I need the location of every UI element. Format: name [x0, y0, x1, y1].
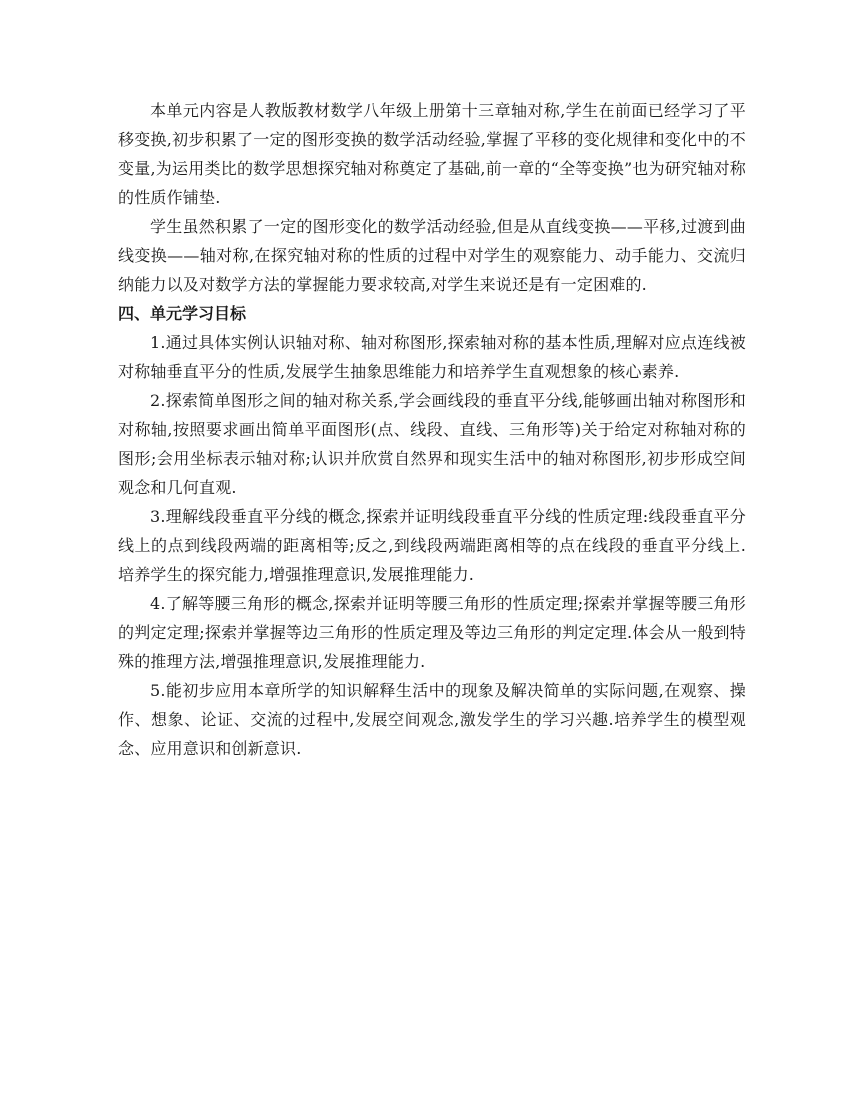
intro-paragraph: 学生虽然积累了一定的图形变化的数学活动经验,但是从直线变换——平移,过渡到曲线变换——轴对称,在探究轴对称的性质的过程中对学生的观察能力、动手能力、交流归纳能力以及对数学方法的掌握能力要求较高,对学生来说还是有一定困难的.: [118, 217, 746, 294]
goal-paragraph: 4.了解等腰三角形的概念,探索并证明等腰三角形的性质定理;探索并掌握等腰三角形的判定定理;探索并掌握等边三角形的性质定理及等边三角形的判定定理.体会从一般到特殊的推理方法,增强推理意识,发展推理能力.: [118, 594, 746, 671]
intro-paragraph: 本单元内容是人教版教材数学八年级上册第十三章轴对称,学生在前面已经学习了平移变换,初步积累了一定的图形变换的数学活动经验,掌握了平移的变化规律和变化中的不变量,为运用类比的数学思想探究轴对称奠定了基础,前一章的“全等变换”也为研究轴对称的性质作铺垫.: [118, 101, 746, 207]
goal-paragraph: 2.探索简单图形之间的轴对称关系,学会画线段的垂直平分线,能够画出轴对称图形和对称轴,按照要求画出简单平面图形(点、线段、直线、三角形等)关于给定对称轴对称的图形;会用坐标表示轴对称;认识并欣赏自然界和现实生活中的轴对称图形,初步形成空间观念和几何直观.: [118, 391, 746, 497]
goal-paragraph: 5.能初步应用本章所学的知识解释生活中的现象及解决简单的实际问题,在观察、操作、想象、论证、交流的过程中,发展空间观念,激发学生的学习兴趣.培养学生的模型观念、应用意识和创新意识.: [118, 681, 746, 758]
goal-paragraph: 3.理解线段垂直平分线的概念,探索并证明线段垂直平分线的性质定理:线段垂直平分线上的点到线段两端的距离相等;反之,到线段两端距离相等的点在线段的垂直平分线上.培养学生的探究能力,增强推理意识,发展推理能力.: [118, 507, 746, 584]
section-heading: 四、单元学习目标: [118, 304, 247, 323]
document-body: [118, 96, 746, 763]
goal-paragraph: 1.通过具体实例认识轴对称、轴对称图形,探索轴对称的基本性质,理解对应点连线被对称轴垂直平分的性质,发展学生抽象思维能力和培养学生直观想象的核心素养.: [118, 333, 746, 381]
